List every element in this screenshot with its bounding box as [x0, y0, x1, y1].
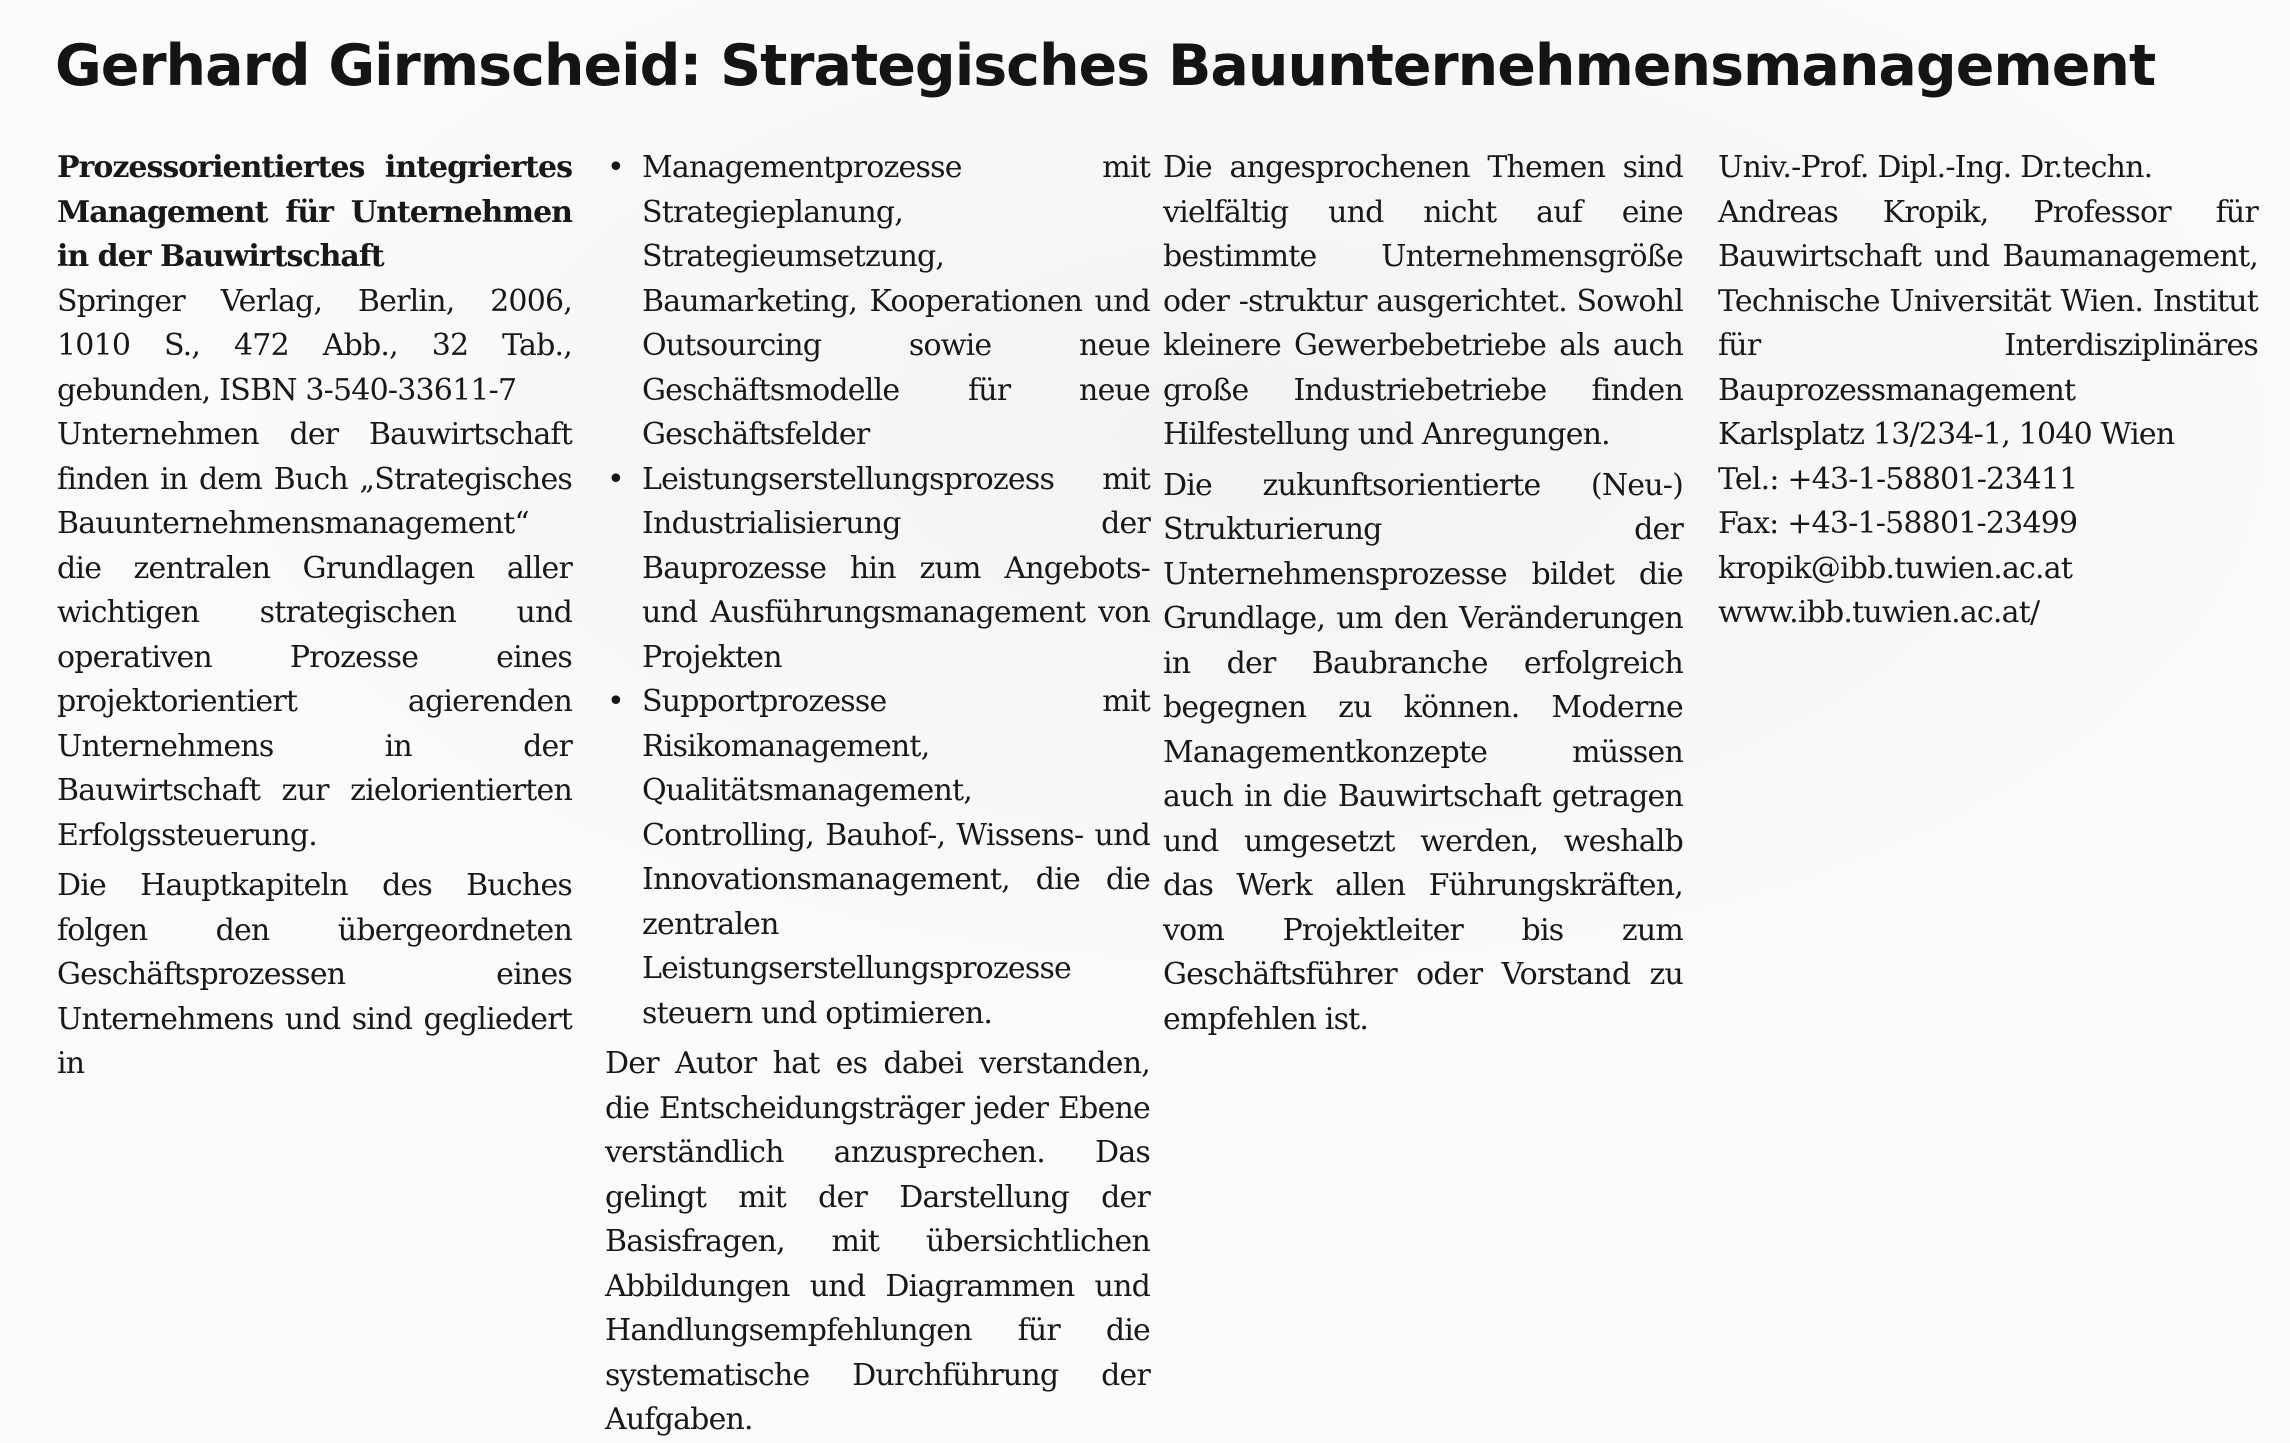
book-title: Prozessorientiertes integriertes Management für Unternehmen in der Bauwirtschaft [57, 150, 572, 274]
bullet-icon: • [607, 461, 624, 497]
reviewer-phone: Tel.: +43-1-58801-23411 [1718, 461, 2078, 497]
author-paragraph: Der Autor hat es dabei verstanden, die Entscheidungsträger jeder Ebene verständlich anzusprechen. Das gelingt mit der Darstellung der Basisfragen, mit übersichtlichen Abbildungen und Diagrammen und Handlungsempfehlungen für die systematische Durchführung der Aufgaben. [605, 1046, 1150, 1437]
chapters-intro-paragraph: Die Hauptkapiteln des Buches folgen den übergeordneten Geschäftsprozessen eines Unternehmens und sind gegliedert in [57, 868, 572, 1081]
list-item [605, 458, 1150, 681]
reviewer-address: Karlsplatz 13/234-1, 1040 Wien [1718, 417, 2175, 452]
reviewer-fax: Fax: +43-1-58801-23499 [1718, 506, 2078, 541]
conclusion-paragraph: Die zukunftsorientierte (Neu-) Strukturierung der Unternehmensprozesse bildet die Grundlage, um den Veränderungen in der Baubranche erfolgreich begegnen zu können. Moderne Managementkonzepte müssen auch in die Bauwirtschaft getragen und umgesetzt werden, weshalb das Werk allen Führungskräften, vom Projektleiter bis zum Geschäftsführer oder Vorstand zu empfehlen ist. [1163, 467, 1683, 1037]
list-item [605, 680, 1150, 1036]
review-intro-paragraph: Unternehmen der Bauwirtschaft finden in dem Buch „Strategisches Bauunternehmensmanagement“ die zentralen Grundlagen aller wichtigen strategischen und operativen Prozesse eines projektorientiert agierenden Unternehmens in der Bauwirtschaft zur zielorientierten Erfolgssteuerung. [57, 417, 572, 853]
bullet-icon: • [607, 150, 624, 185]
column-3 [1163, 146, 1683, 1042]
reviewer-email[interactable]: kropik@ibb.tuwien.ac.at [1718, 550, 2073, 586]
reviewer-name-role: Andreas Kropik, Professor für Bauwirtschaft und Baumanagement, Technische Universität Wien. Institut für Interdisziplinäres Bauprozessmanagement [1718, 194, 2258, 408]
list-item-text: Supportprozesse mit Risikomanagement, Qualitätsmanagement, Controlling, Bauhof-, Wissens- und Innovationsmanagement, die die zentralen Leistungserstellungsprozesse steuern und optimieren. [642, 684, 1150, 1031]
list-item-text: Managementprozesse mit Strategieplanung, Strategieumsetzung, Baumarketing, Kooperationen und Outsourcing sowie neue Geschäftsmodelle für neue Geschäftsfelder [642, 150, 1150, 452]
page-title: Gerhard Girmscheid: Strategisches Bauunternehmensmanagement [55, 33, 2156, 99]
book-publication-info: Springer Verlag, Berlin, 2006, 1010 S., 472 Abb., 32 Tab., gebunden, ISBN 3-540-33611-7 [57, 283, 572, 408]
column-1 [57, 146, 572, 1087]
reviewer-website[interactable]: www.ibb.tuwien.ac.at/ [1718, 595, 2040, 630]
column-4 [1718, 146, 2258, 636]
column-2 [605, 146, 1150, 1443]
list-item-text: Leistungserstellungsprozess mit Industrialisierung der Bauprozesse hin zum Angebots- und Ausführungsmanagement von Projekten [642, 461, 1150, 675]
list-item [605, 146, 1150, 458]
bullet-icon: • [607, 684, 624, 719]
chapter-list [605, 146, 1150, 1036]
reviewer-title: Univ.-Prof. Dipl.-Ing. Dr.techn. [1718, 150, 2153, 185]
topics-paragraph: Die angesprochenen Themen sind vielfältig und nicht auf eine bestimmte Unternehmensgröße oder -struktur ausgerichtet. Sowohl kleinere Gewerbebetriebe als auch große Industriebetriebe finden Hilfestellung und Anregungen. [1163, 150, 1683, 452]
